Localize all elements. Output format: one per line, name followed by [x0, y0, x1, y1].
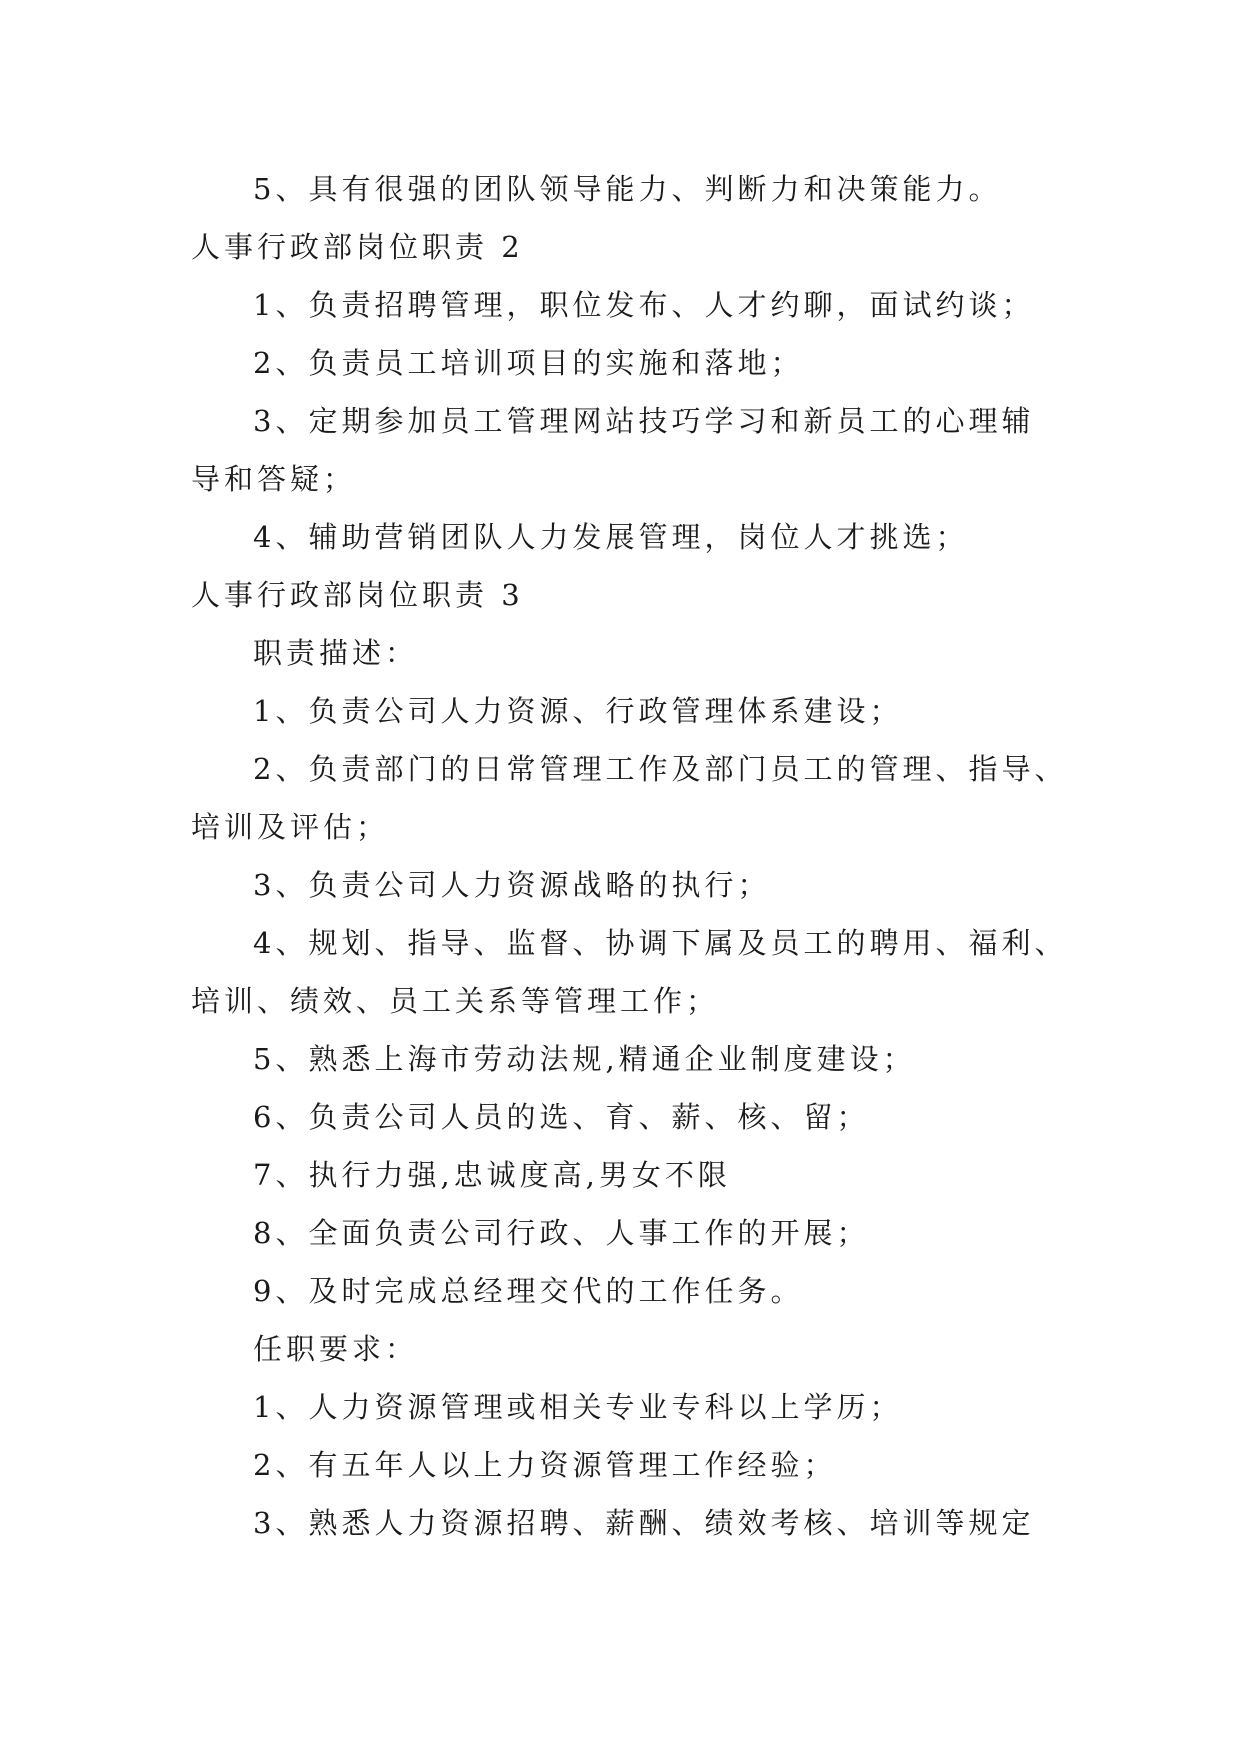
- paragraph-line: 8、全面负责公司行政、人事工作的开展；: [253, 1216, 870, 1250]
- paragraph-line: 9、及时完成总经理交代的工作任务。: [253, 1274, 804, 1308]
- paragraph-line: 6、负责公司人员的选、育、薪、核、留；: [253, 1100, 870, 1134]
- paragraph-line: 3、负责公司人力资源战略的执行；: [253, 868, 771, 902]
- paragraph-line: 1、人力资源管理或相关专业专科以上学历；: [253, 1390, 903, 1424]
- paragraph-line-continuation: 培训、绩效、员工关系等管理工作；: [191, 984, 720, 1018]
- document-body: [191, 160, 1071, 1552]
- paragraph-line: 3、定期参加员工管理网站技巧学习和新员工的心理辅: [253, 404, 1035, 438]
- paragraph-line: 2、负责员工培训项目的实施和落地；: [253, 346, 804, 380]
- subheading-duties: 职责描述：: [253, 636, 419, 670]
- section-heading-2: 人事行政部岗位职责 2: [191, 230, 524, 264]
- paragraph-line: 1、负责公司人力资源、行政管理体系建设；: [253, 694, 903, 728]
- paragraph-line: 5、熟悉上海市劳动法规,精通企业制度建设；: [253, 1042, 916, 1076]
- paragraph-line: 7、执行力强,忠诚度高,男女不限: [253, 1158, 731, 1192]
- paragraph-line: 4、辅助营销团队人力发展管理，岗位人才挑选；: [253, 520, 969, 554]
- paragraph-line: 2、负责部门的日常管理工作及部门员工的管理、指导、: [253, 752, 1068, 786]
- paragraph-line: 2、有五年人以上力资源管理工作经验；: [253, 1448, 837, 1482]
- paragraph-line-continuation: 培训及评估；: [191, 810, 390, 844]
- paragraph-line-continuation: 导和答疑；: [191, 462, 357, 496]
- section-heading-3: 人事行政部岗位职责 3: [191, 578, 524, 612]
- paragraph-line: 1、负责招聘管理，职位发布、人才约聊，面试约谈；: [253, 288, 1035, 322]
- subheading-requirements: 任职要求：: [253, 1332, 419, 1366]
- paragraph-line: 5、具有很强的团队领导能力、判断力和决策能力。: [253, 172, 1002, 206]
- paragraph-line: 3、熟悉人力资源招聘、薪酬、绩效考核、培训等规定: [253, 1506, 1035, 1540]
- paragraph-line: 4、规划、指导、监督、协调下属及员工的聘用、福利、: [253, 926, 1068, 960]
